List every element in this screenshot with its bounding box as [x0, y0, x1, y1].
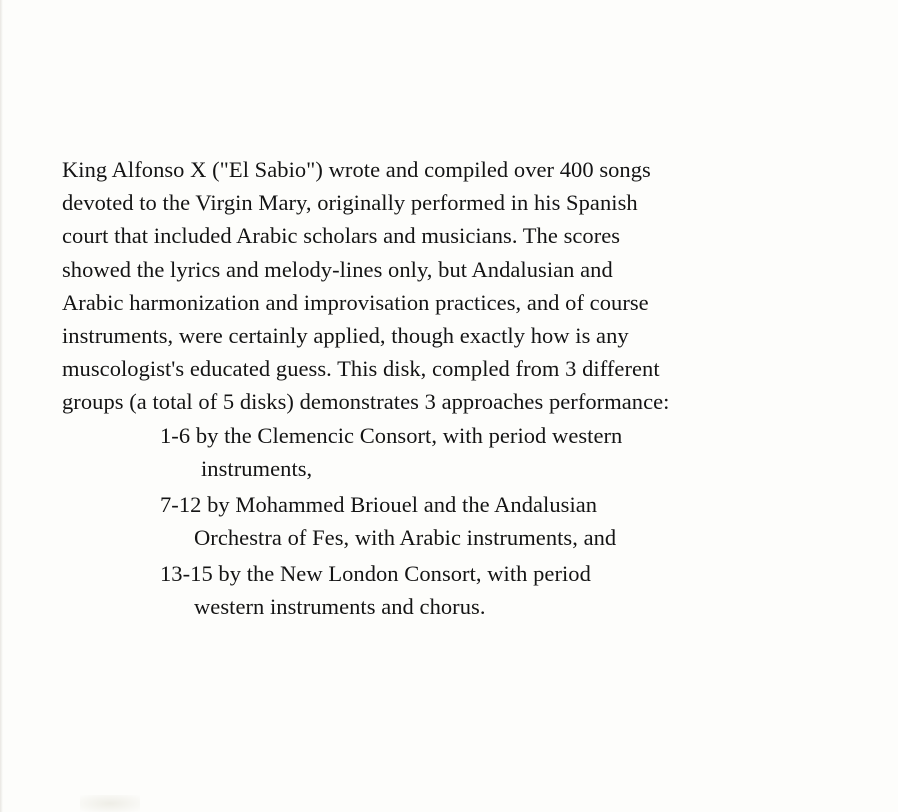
paragraph-line: instruments, were certainly applied, though exactly how is any	[62, 322, 629, 348]
list-item	[62, 488, 882, 554]
paragraph-line: muscologist's educated guess. This disk, compled from 3 different	[62, 356, 660, 382]
scan-smudge	[80, 795, 140, 812]
list-item-continuation: western instruments and chorus.	[194, 594, 486, 620]
list-item-first-line: 13-15 by the New London Consort, with period	[160, 561, 591, 587]
list-item-continuation: Orchestra of Fes, with Arabic instruments, and	[194, 525, 617, 551]
track-group-list	[62, 419, 882, 624]
list-item-first-line: 7-12 by Mohammed Briouel and the Andalusian	[160, 491, 598, 517]
page-edge-shadow	[0, 0, 3, 812]
list-item	[62, 557, 882, 623]
paragraph-line: King Alfonso X ("El Sabio") wrote and compiled over 400 songs	[62, 157, 651, 182]
paragraph-line: groups (a total of 5 disks) demonstrates 3 approaches performance:	[62, 389, 670, 415]
paragraph-line: Arabic harmonization and improvisation practices, and of course	[62, 289, 649, 315]
paragraph-line: devoted to the Virgin Mary, originally performed in his Spanish	[62, 190, 638, 216]
paragraph-line: court that included Arabic scholars and musicians. The scores	[62, 223, 621, 249]
paragraph-line: showed the lyrics and melody-lines only, but Andalusian and	[62, 256, 613, 282]
list-item-continuation: instruments,	[201, 455, 313, 481]
list-item-first-line: 1-6 by the Clemencic Consort, with period western	[160, 422, 623, 448]
intro-paragraph	[62, 153, 882, 419]
list-item	[62, 419, 882, 485]
liner-notes-text	[62, 153, 882, 624]
